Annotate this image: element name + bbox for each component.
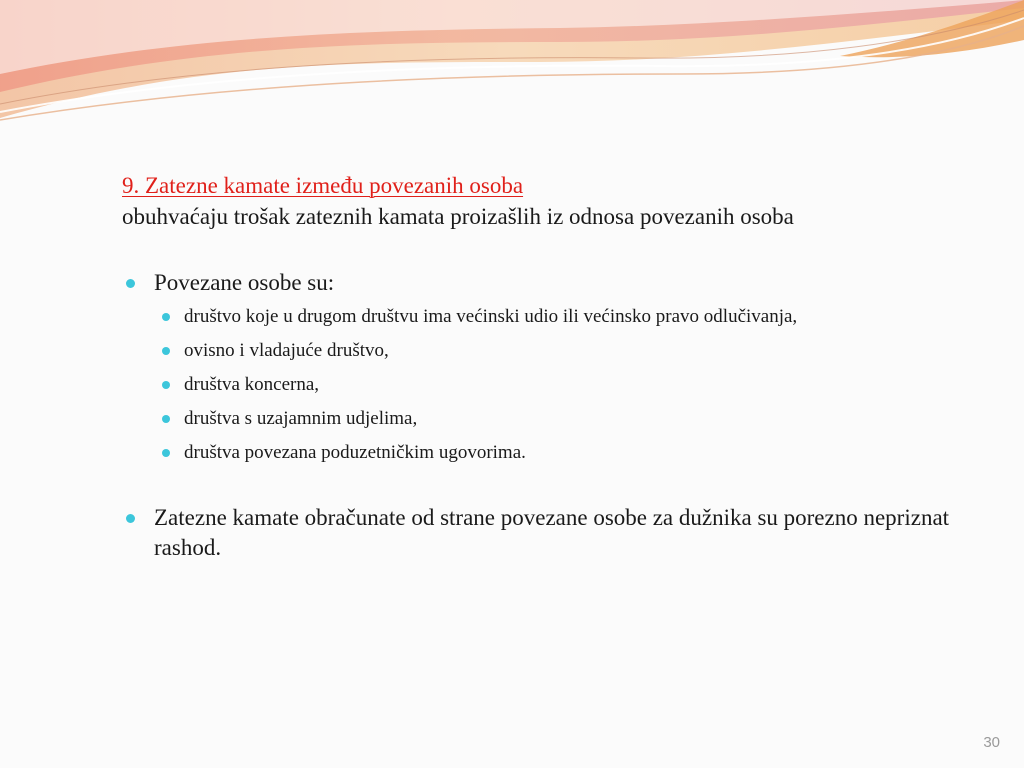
- sub-bullet-item: [122, 304, 962, 329]
- sub-bullet-text: društva povezana poduzetničkim ugovorima.: [184, 442, 526, 463]
- sub-bullet-list: [122, 304, 962, 465]
- sub-bullet-item: [122, 338, 962, 363]
- sub-bullet-dot-icon: [162, 313, 170, 321]
- sub-bullet-dot-icon: [162, 449, 170, 457]
- sub-bullet-text: društvo koje u drugom društvu ima većinski udio ili većinsko pravo odlučivanja,: [184, 306, 798, 327]
- sub-bullet-text: društva koncerna,: [184, 374, 320, 395]
- page-number: 30: [983, 734, 1000, 751]
- decorative-wave-header: [0, 0, 1024, 130]
- sub-bullet-item: [122, 372, 962, 397]
- sub-bullet-item: [122, 440, 962, 465]
- slide-content: [122, 170, 962, 563]
- intro-text: obuhvaćaju trošak zateznih kamata proizašlih iz odnosa povezanih osoba: [122, 204, 794, 229]
- bullet-zatezne-kamate: [122, 503, 962, 563]
- sub-bullet-text: ovisno i vladajuće društvo,: [184, 340, 389, 361]
- bullet-povezane-osobe: [122, 268, 962, 298]
- slide-heading: 9. Zatezne kamate između povezanih osoba: [122, 173, 524, 198]
- bullet-dot-icon: [126, 279, 135, 288]
- sub-bullet-item: [122, 406, 962, 431]
- sub-bullet-dot-icon: [162, 381, 170, 389]
- bullet-text: Povezane osobe su:: [154, 270, 335, 295]
- bullet-dot-icon: [126, 514, 135, 523]
- sub-bullet-text: društva s uzajamnim udjelima,: [184, 408, 418, 429]
- bullet-text: Zatezne kamate obračunate od strane povezane osobe za dužnika su porezno nepriznat rashod.: [154, 505, 950, 560]
- sub-bullet-dot-icon: [162, 347, 170, 355]
- sub-bullet-dot-icon: [162, 415, 170, 423]
